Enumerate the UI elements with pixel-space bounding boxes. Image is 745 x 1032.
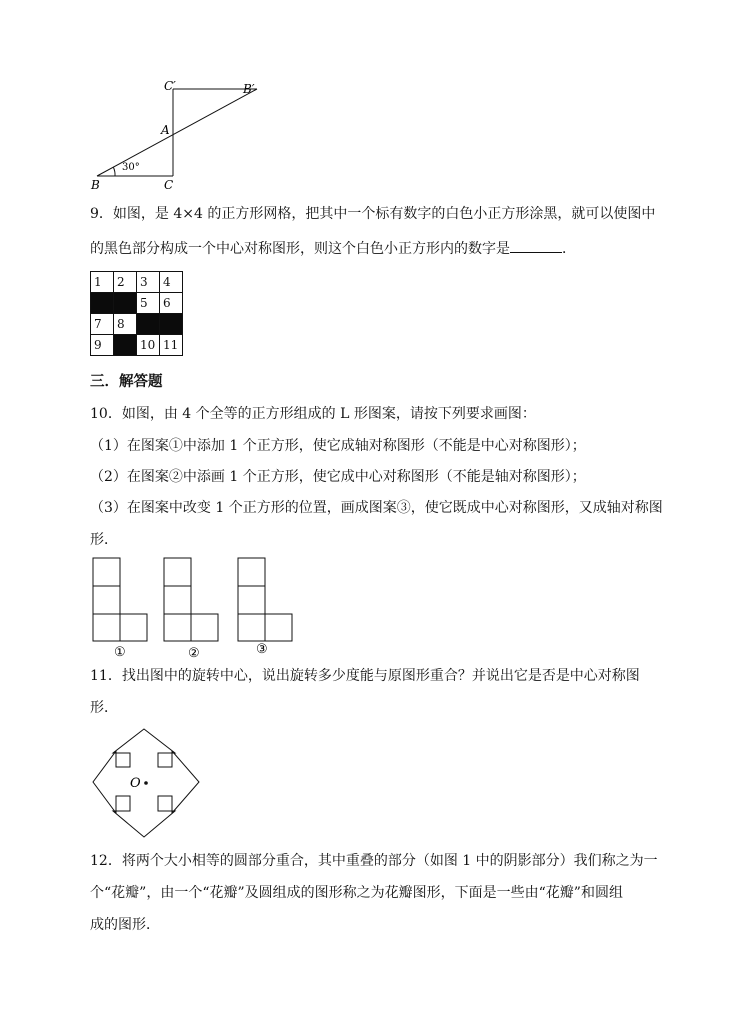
q9-line2-end: ． [562, 241, 576, 257]
q10-line1: 10．如图，由 4 个全等的正方形组成的 L 形图案，请按下列要求画图： [90, 406, 536, 422]
angle-arc [114, 168, 116, 177]
caption-3: ③ [256, 642, 268, 657]
center-point [144, 781, 148, 785]
q12-line2: 个“花瓣”，由一个“花瓣”及圆组成的图形称之为花瓣图形，下面是一些由“花瓣”和圆组 [90, 885, 623, 901]
l-shape-1 [93, 558, 147, 641]
grid-row [91, 335, 183, 356]
grid-cell: 4 [160, 272, 183, 293]
q10-line2: （1）在图案①中添加 1 个正方形，使它成轴对称图形（不能是中心对称图形）； [90, 438, 586, 454]
section-title: 三．解答题 [90, 374, 163, 390]
grid-cell: 9 [91, 335, 114, 356]
q9-line1: 9．如图，是 4×4 的正方形网格，把其中一个标有数字的白色小正方形涂黑，就可以使图中 [90, 206, 656, 222]
q11-line2: 形． [90, 700, 118, 716]
label-angle: 30° [122, 162, 140, 173]
q10-line5: 形． [90, 532, 118, 548]
q10-line3: （2）在图案②中添画 1 个正方形，使它成中心对称图形（不能是轴对称图形）； [90, 469, 586, 485]
grid-cell: 10 [137, 335, 160, 356]
q11-line1: 11．找出图中的旋转中心，说出旋转多少度能与原图形重合？并说出它是否是中心对称图 [90, 668, 640, 684]
grid-row [91, 272, 183, 293]
grid-cell-black [160, 314, 183, 335]
label-b: B [91, 178, 100, 192]
center-label-o: O [130, 776, 141, 791]
q9-line2 [90, 238, 576, 259]
caption-2: ② [188, 646, 200, 661]
grid-cell: 8 [114, 314, 137, 335]
grid-cell-black [114, 335, 137, 356]
label-a: A [161, 123, 170, 137]
grid-cell: 6 [160, 293, 183, 314]
l-shape-2 [164, 558, 218, 641]
grid-cell-black [137, 314, 160, 335]
label-c-prime: C′ [164, 79, 176, 93]
label-b-prime: B′ [243, 82, 255, 96]
grid-cell: 1 [91, 272, 114, 293]
grid-cell-black [91, 293, 114, 314]
q9-line2-text: 的黑色部分构成一个中心对称图形，则这个白色小正方形内的数字是 [90, 241, 510, 257]
four-arrow-figure [88, 725, 208, 841]
caption-1: ① [114, 645, 126, 660]
grid-cell: 5 [137, 293, 160, 314]
grid-cell-black [114, 293, 137, 314]
grid-row [91, 314, 183, 335]
q12-line3: 成的图形． [90, 917, 160, 933]
answer-blank [510, 238, 562, 253]
grid-cell: 2 [114, 272, 137, 293]
q10-line4: （3）在图案中改变 1 个正方形的位置，画成图案③，使它既成中心对称图形，又成轴对称图 [90, 500, 663, 516]
q12-line1: 12．将两个大小相等的圆部分重合，其中重叠的部分（如图 1 中的阴影部分）我们称之为一 [90, 853, 658, 869]
label-c: C [164, 178, 174, 192]
grid-row [91, 293, 183, 314]
l-shape-3 [238, 558, 292, 641]
grid-cell: 7 [91, 314, 114, 335]
number-grid [90, 271, 183, 356]
l-shape-figures [88, 553, 308, 661]
grid-cell: 3 [137, 272, 160, 293]
triangle-figure [85, 78, 275, 196]
segment-b-b-prime [97, 89, 257, 176]
grid-cell: 11 [160, 335, 183, 356]
